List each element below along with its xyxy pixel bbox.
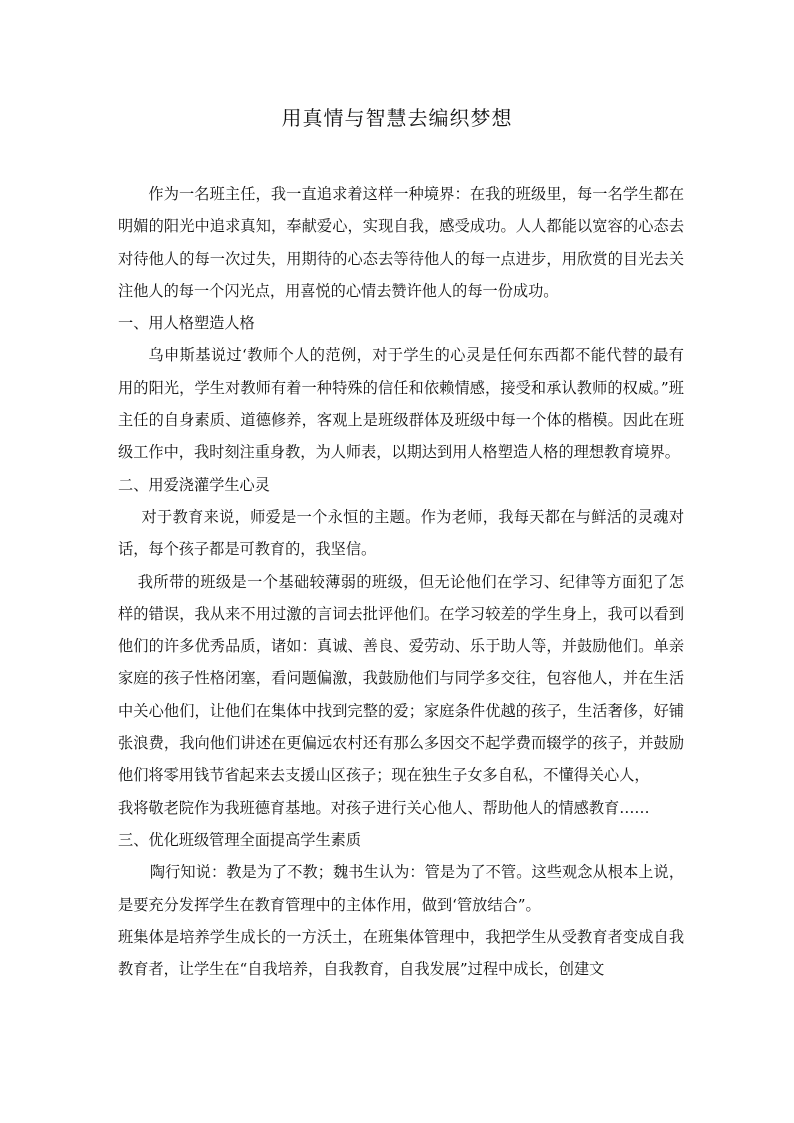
section-heading-1: 一、用人格塑造人格: [118, 314, 255, 333]
paragraph-personality: 乌申斯基说过‘教师个人的范例，对于学生的心灵是任何东西都不能代替的最有用的阳光，学生对教师有着一种特殊的信任和依赖情感，接受和承认教师的权威。”班主任的自身素质、道德修养，客观上是班级群体及班级中每一个体的楷模。因此在班级工作中，我时刻注重身教，为人师表，以期达到用人格塑造人格的理想教育境界。: [118, 346, 684, 462]
document-title: 用真情与智慧去编织梦想: [281, 106, 513, 130]
section-heading-3: 三、优化班级管理全面提高学生素质: [118, 830, 361, 849]
paragraph-teacher-love: 对于教育来说，师爱是一个永恒的主题。作为老师，我每天都在与鲜活的灵魂对话，每个孩子都是可教育的，我坚信。: [118, 507, 684, 559]
paragraph-nursing-home: 我将敬老院作为我班德育基地。对孩子进行关心他人、帮助他人的情感教育……: [118, 798, 650, 817]
paragraph-tao-xingzhi: 陶行知说：教是为了不教；魏书生认为：管是为了不管。这些观念从根本上说，是要充分发挥学生在教育管理中的主体作用，做到‘管放结合”。: [118, 863, 684, 914]
paragraph-class-story: 我所带的班级是一个基础较薄弱的班级，但无论他们在学习、纪律等方面犯了怎样的错误，我从来不用过激的言词去批评他们。在学习较差的学生身上，我可以看到他们的许多优秀品质，诸如：真诚、善良、爱劳动、乐于助人等，并鼓励他们。单亲家庭的孩子性格闭塞，看问题偏激，我鼓励他们与同学多交往，包容他人，并在生活中关心他们，让他们在集体中找到完整的爱；家庭条件优越的孩子，生活奢侈，好铺张浪费，我向他们讲述在更偏远农村还有那么多因交不起学费而辍学的孩子，并鼓励他们将零用钱节省起来去支援山区孩子；现在独生子女多自私，不懂得关心人，: [118, 572, 684, 785]
paragraph-class-collective: 班集体是培养学生成长的一方沃土，在班集体管理中，我把学生从受教育者变成自我教育者，让学生在“自我培养，自我教育，自我发展”过程中成长，创建文: [118, 927, 684, 979]
intro-paragraph: 作为一名班主任，我一直追求着这样一种境界：在我的班级里，每一名学生都在明媚的阳光中追求真知，奉献爱心，实现自我，感受成功。人人都能以宽容的心态去对待他人的每一次过失，用期待的心态去等待他人的每一点进步，用欣赏的目光去关注他人的每一个闪光点，用喜悦的心情去赞许他人的每一份成功。: [118, 185, 684, 300]
document-body: [118, 178, 684, 985]
section-heading-2: 二、用爱浇灌学生心灵: [118, 475, 270, 494]
